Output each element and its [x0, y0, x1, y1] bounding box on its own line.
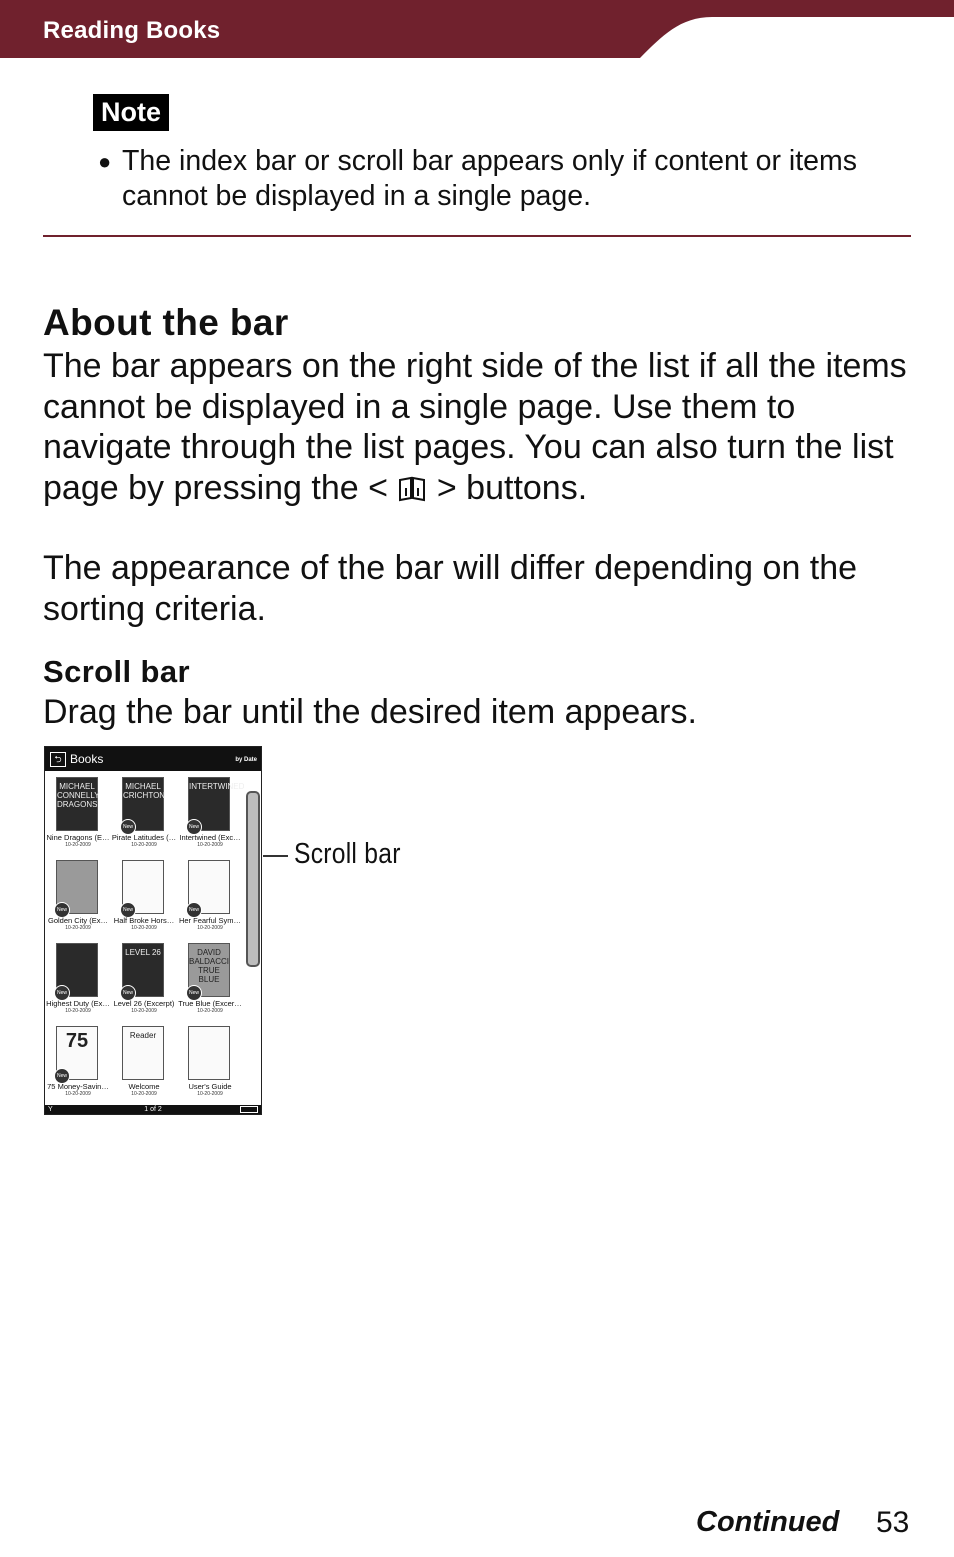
section-paragraph-2: The appearance of the bar will differ depending on the sorting criteria.: [43, 549, 858, 628]
book-cover-text: DRAGONS: [57, 800, 98, 809]
book-cover-text: MICHAEL: [59, 782, 95, 791]
book-title: Half Broke Hors…: [113, 916, 175, 925]
book-date: 10-20-2009: [197, 842, 223, 848]
book-icon: [397, 474, 427, 502]
book-title: Highest Duty (Ex…: [46, 999, 110, 1008]
new-badge: New: [186, 985, 202, 1001]
new-badge: New: [186, 819, 202, 835]
scroll-track[interactable]: [245, 771, 260, 1105]
signal-icon: Y: [48, 1106, 53, 1113]
header-title: Reading Books: [43, 17, 221, 44]
new-badge: New: [54, 985, 70, 1001]
book-cover-text: MICHAEL: [125, 782, 161, 791]
scroll-bar-heading: Scroll bar: [43, 654, 190, 689]
book-cover-text: CRICHTON: [123, 791, 166, 800]
new-badge: New: [54, 902, 70, 918]
book-date: 10-20-2009: [197, 1091, 223, 1097]
device-screenshot: [44, 746, 262, 1115]
book-item[interactable]: [45, 939, 111, 1022]
page-number: 53: [876, 1506, 910, 1539]
book-title: 75 Money-Savin…: [47, 1082, 109, 1091]
book-item[interactable]: [177, 856, 243, 939]
book-title: True Blue (Excer…: [178, 999, 242, 1008]
book-date: 10-20-2009: [65, 925, 91, 931]
book-cover-text: BALDACCI: [189, 957, 230, 966]
scroll-thumb[interactable]: [246, 791, 260, 967]
book-item[interactable]: [45, 1022, 111, 1105]
book-title: Level 26 (Excerpt): [113, 999, 175, 1008]
book-title: Pirate Latitudes (…: [111, 833, 177, 842]
book-item[interactable]: [45, 856, 111, 939]
device-title: Books: [70, 752, 104, 766]
book-item[interactable]: [45, 773, 111, 856]
note-text: The index bar or scroll bar appears only if content or items cannot be displayed in a single page.: [122, 145, 858, 212]
device-status-bar: [45, 1105, 261, 1114]
section-paragraph-1: [43, 346, 923, 508]
book-cover: [56, 777, 98, 831]
new-badge: New: [120, 819, 136, 835]
page-header: [0, 0, 954, 58]
book-cover-text: BLUE: [198, 975, 220, 984]
note-item: [98, 144, 918, 214]
book-title: Welcome: [128, 1082, 160, 1091]
book-date: 10-20-2009: [197, 925, 223, 931]
callout-leader-line: [263, 855, 288, 857]
book-item[interactable]: [177, 773, 243, 856]
section-heading: About the bar: [43, 302, 289, 343]
page-indicator: 1 of 2: [144, 1106, 162, 1113]
book-date: 10-20-2009: [131, 1008, 157, 1014]
book-date: 10-20-2009: [65, 1008, 91, 1014]
book-date: 10-20-2009: [131, 842, 157, 848]
book-date: 10-20-2009: [65, 1091, 91, 1097]
back-icon[interactable]: ⮌: [50, 752, 66, 767]
book-item[interactable]: [111, 939, 177, 1022]
book-date: 10-20-2009: [197, 1008, 223, 1014]
new-badge: New: [120, 985, 136, 1001]
book-cover-text: TRUE: [198, 966, 220, 975]
paragraph-text-before: The bar appears on the right side of the list if all the items cannot be displayed in a single page. Use them to navigate through the list pages. You can also turn the list page by pressing the <: [43, 347, 907, 507]
book-item[interactable]: [177, 1022, 243, 1105]
sort-label[interactable]: by Date: [235, 757, 257, 763]
book-item[interactable]: [177, 939, 243, 1022]
paragraph-text-after: > buttons.: [436, 468, 588, 507]
scroll-bar-callout: Scroll bar: [294, 838, 401, 870]
book-date: 10-20-2009: [131, 925, 157, 931]
book-item[interactable]: [111, 1022, 177, 1105]
book-title: User's Guide: [188, 1082, 232, 1091]
section-divider: [43, 235, 911, 237]
bullet-icon: ●: [98, 149, 112, 174]
new-badge: New: [186, 902, 202, 918]
book-cover-text: Reader: [129, 1031, 157, 1040]
book-title: Nine Dragons (E…: [46, 833, 110, 842]
book-item[interactable]: [111, 856, 177, 939]
new-badge: New: [54, 1068, 70, 1084]
book-cover-text: CONNELLY: [57, 791, 100, 800]
device-title-bar: [45, 747, 261, 771]
battery-icon: [240, 1106, 258, 1113]
book-cover-text: 75: [65, 1030, 89, 1052]
book-cover-text: LEVEL 26: [125, 948, 161, 957]
book-cover-text: INTERTWINED: [189, 782, 245, 791]
book-title: Her Fearful Sym…: [178, 916, 242, 925]
continued-label: Continued: [696, 1506, 840, 1538]
note-label: Note: [93, 94, 169, 131]
book-title: Intertwined (Exc…: [179, 833, 241, 842]
new-badge: New: [120, 902, 136, 918]
book-date: 10-20-2009: [65, 842, 91, 848]
scroll-bar-text: Drag the bar until the desired item appears.: [43, 693, 697, 731]
book-item[interactable]: [111, 773, 177, 856]
book-title: Golden City (Ex…: [47, 916, 109, 925]
book-cover-text: DAVID: [197, 948, 221, 957]
book-cover: [188, 1026, 230, 1080]
book-cover: [122, 1026, 164, 1080]
book-date: 10-20-2009: [131, 1091, 157, 1097]
